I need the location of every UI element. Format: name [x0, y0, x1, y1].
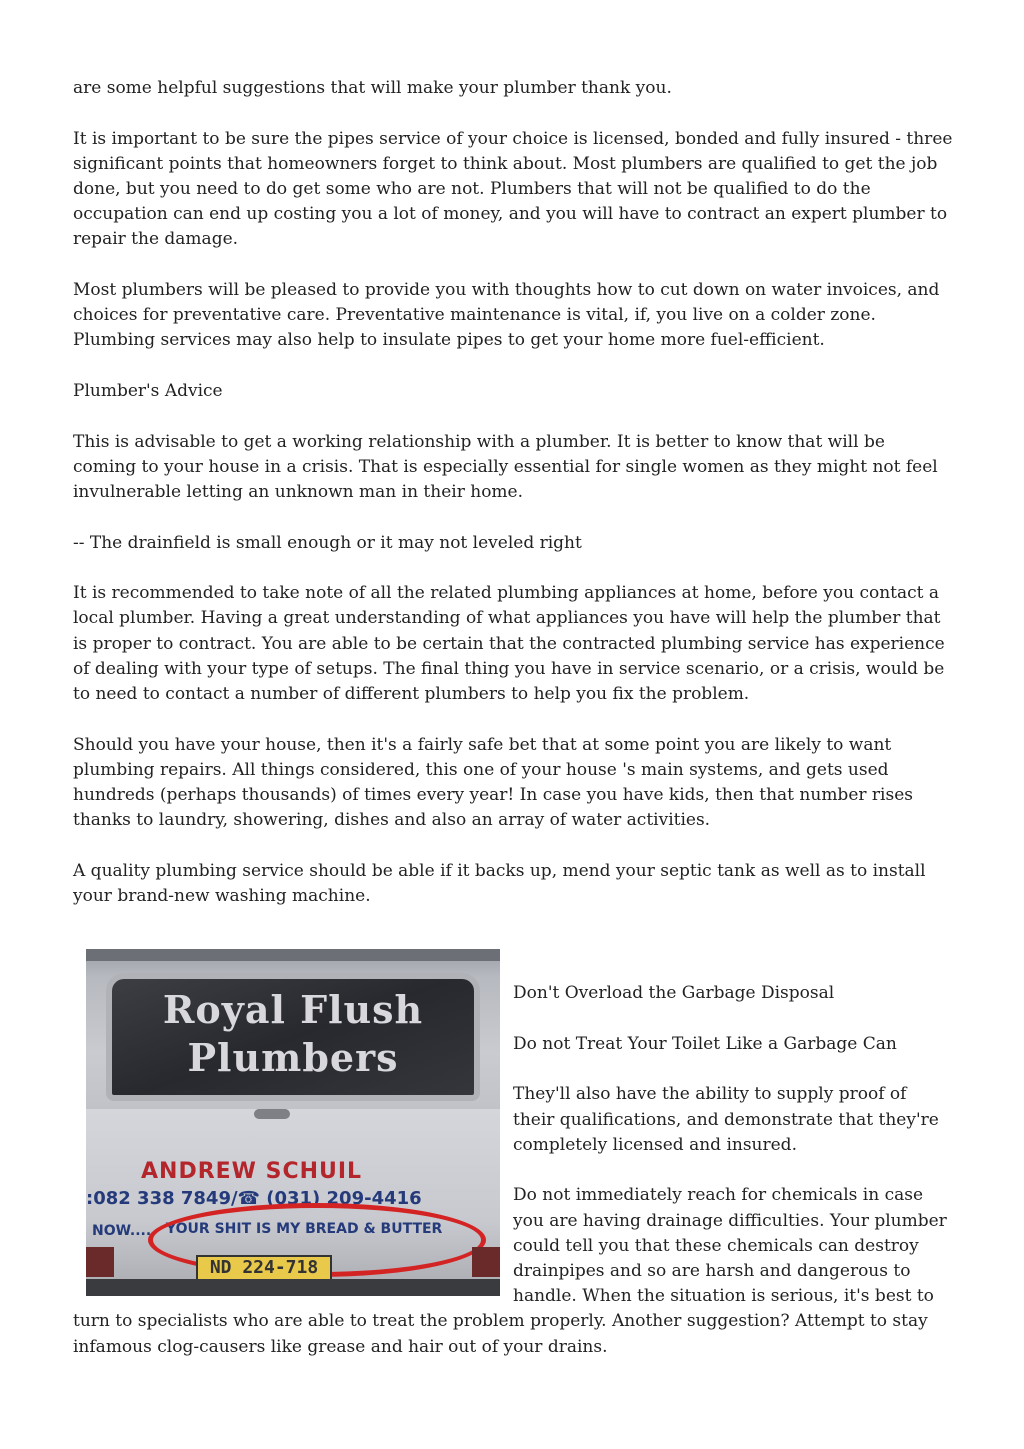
paragraph-licensing: It is important to be sure the pipes service of your choice is licensed, bonded and fully insured - three significant points that homeowners forget to think about. Most plumbers are qualified to get the job done, but you need to do get some who are not. Plumbers that will not be qualified to do the occupation can end up costing you a lot of money, and you will have to contract an expert plumber to repair the damage.: [73, 128, 953, 250]
paragraph-chemicals: Do not immediately reach for chemicals in case you are having drainage difficulties. Your plumber could tell you that these chemicals can destroy drainpipes and so are harsh and dangerous to handle. When the situation is serious, it's best to turn to specialists who are able to treat the problem properly. Another suggestion? Attempt to stay infamous clog-causers like grease and hair out of your drains.: [73, 1185, 947, 1357]
paragraph-relationship: This is advisable to get a working relationship with a plumber. It is better to know that will be coming to your house in a crisis. That is especially essential for single women as they might not feel invulnerable letting an unknown man in their home.: [73, 431, 938, 502]
paragraph-repairs: Should you have your house, then it's a fairly safe bet that at some point you are likely to want plumbing repairs. All things considered, this one of your house 's main systems, and gets used hundreds (perhaps thousands) of times every year! In case you have kids, then that number rises thanks to laundry, showering, dishes and also an array of water activities.: [73, 734, 913, 831]
van-emblem: [254, 1109, 290, 1119]
paragraph-intro: are some helpful suggestions that will make your plumber thank you.: [73, 78, 672, 98]
right-taillight: [472, 1247, 500, 1277]
plumber-van-photo: [86, 949, 500, 1296]
paragraph-appliances: It is recommended to take note of all the related plumbing appliances at home, before you contact a local plumber. Having a great understanding of what appliances you have will help the plumber that is proper to contract. You are able to be certain that the contracted plumbing service has experience of dealing with your type of setups. The final thing you have in service scenario, or a crisis, would be to need to contact a number of different plumbers to help you fix the problem.: [73, 583, 945, 704]
paragraph-drainfield: -- The drainfield is small enough or it may not leveled right: [73, 532, 582, 553]
left-taillight: [86, 1247, 114, 1277]
paragraph-quality-service: A quality plumbing service should be able if it backs up, mend your septic tank as well as to install your brand-new washing machine.: [73, 860, 926, 906]
van-window-text-line1: Royal Flush: [162, 987, 424, 1033]
paragraph-qualifications: They'll also have the ability to supply proof of their qualifications, and demonstrate that they're completely licensed and insured.: [513, 1084, 939, 1155]
paragraph-water-savings: Most plumbers will be pleased to provide you with thoughts how to cut down on water invoices, and choices for preventative care. Preventative maintenance is vital, if, you live on a colder zone. Plumbing services may also help to insulate pipes to get your home more fuel-efficient.: [73, 280, 940, 351]
side-heading-toilet: Do not Treat Your Toilet Like a Garbage Can: [513, 1033, 897, 1054]
van-bumper: [86, 1279, 500, 1296]
section-heading-plumbers-advice: Plumber's Advice: [73, 381, 223, 401]
van-window-text-line2: Plumbers: [187, 1035, 399, 1081]
document-page: [73, 76, 953, 1385]
van-phone-numbers: :082 338 7849/☎ (031) 209-4416: [86, 1188, 422, 1210]
van-rear-window: [106, 973, 480, 1101]
van-now-text: NOW....: [92, 1223, 152, 1240]
license-plate: ND 224-718: [196, 1255, 332, 1281]
side-heading-garbage-disposal: Don't Overload the Garbage Disposal: [513, 983, 835, 1004]
van-roof: [86, 949, 500, 961]
van-slogan: YOUR SHIT IS MY BREAD & BUTTER: [166, 1221, 443, 1238]
van-owner-name: ANDREW SCHUIL: [141, 1159, 363, 1185]
